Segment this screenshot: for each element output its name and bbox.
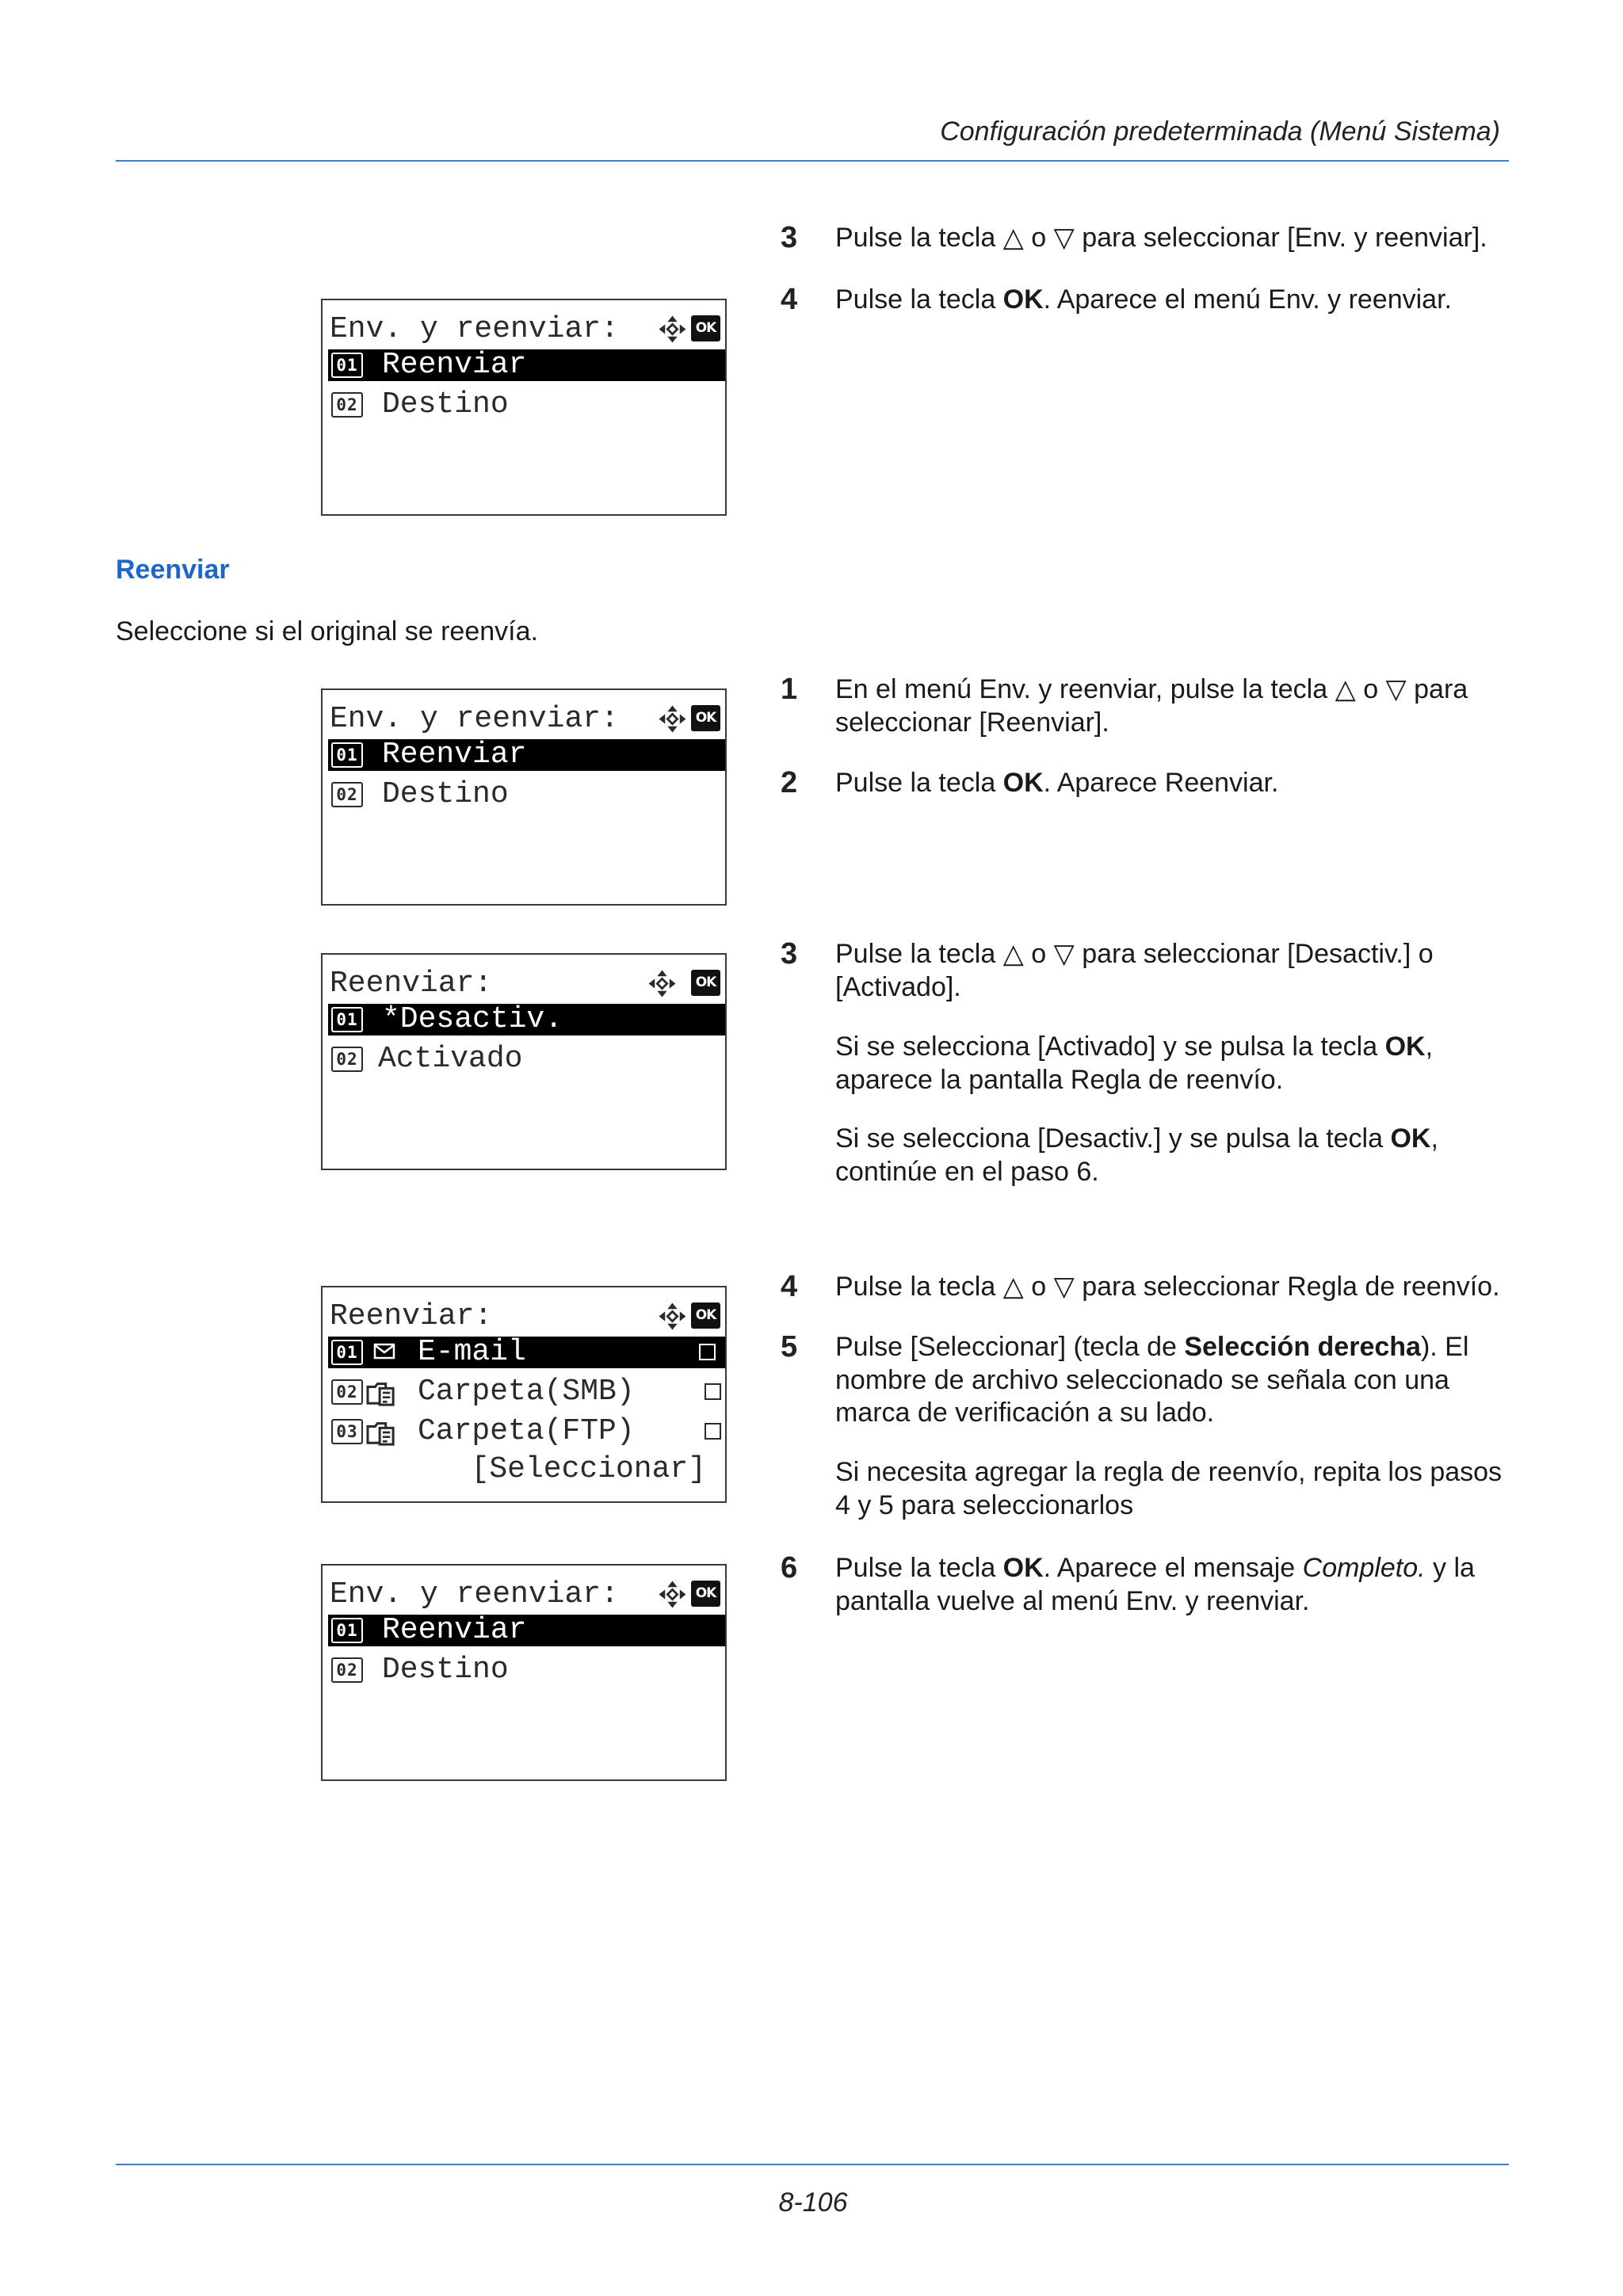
lcd-row-label: Reenviar: [382, 348, 527, 382]
row-number-badge: 03: [331, 1419, 363, 1444]
text-run: Si se selecciona [Desactiv.] y se pulsa la tecla: [835, 1123, 1391, 1154]
lcd-menu-row: [328, 1416, 725, 1447]
lcd-row-label: *Desactiv.: [382, 1002, 563, 1036]
lcd-row-label: E-mail: [418, 1335, 526, 1369]
lcd-screen: [321, 953, 727, 1170]
text-run: nombre de archivo seleccionado se señala con una: [835, 1364, 1449, 1395]
step-text-line: [835, 284, 1452, 317]
lcd-row-label: Carpeta(FTP): [418, 1414, 635, 1448]
note-line: [835, 1123, 1438, 1156]
softkey-select-label: [Seleccionar]: [471, 1452, 706, 1486]
step-note: [835, 1123, 1438, 1188]
row-number-badge: 01: [331, 1340, 363, 1365]
step-note: [835, 1456, 1502, 1522]
lcd-screen: [321, 299, 727, 516]
text-run: . Aparece el mensaje: [1043, 1553, 1303, 1583]
note-line: [835, 1064, 1433, 1097]
text-run: Pulse la tecla: [835, 768, 1003, 798]
row-number-badge: 02: [331, 1379, 363, 1405]
step-number: 6: [781, 1551, 798, 1585]
step-number: 3: [781, 937, 798, 971]
text-run: Si necesita agregar la regla de reenvío, repita los pasos: [835, 1457, 1503, 1487]
running-header: Configuración predeterminada (Menú Sistema): [940, 116, 1500, 147]
lcd-row-label: Destino: [382, 777, 509, 811]
step-text-line: [835, 222, 1487, 255]
lcd-row-label: Destino: [382, 1653, 509, 1687]
text-run: Pulse la tecla △ o ▽ para seleccionar [Env. y reenviar].: [835, 223, 1487, 253]
step-text: [835, 938, 1434, 1004]
row-number-badge: 01: [331, 353, 363, 378]
row-number-badge: 01: [331, 1007, 363, 1032]
message-name-italic: Completo.: [1302, 1553, 1426, 1583]
step-number: 2: [781, 766, 798, 799]
step-text-line: [835, 1271, 1500, 1304]
text-run: continúe en el paso 6.: [835, 1156, 1099, 1187]
row-number-badge: 01: [331, 742, 363, 768]
ok-key-icon: [691, 1581, 720, 1607]
step-text-line: [835, 1397, 1468, 1430]
step-text-line: [835, 938, 1434, 971]
key-name-bold: OK: [1002, 768, 1044, 798]
step-text: [835, 1552, 1475, 1618]
text-run: 4 y 5 para seleccionarlos: [835, 1489, 1134, 1520]
step-text: [835, 673, 1468, 739]
lcd-screen: [321, 1286, 727, 1503]
text-run: . Aparece el menú Env. y reenviar.: [1043, 284, 1452, 315]
lcd-row-label: Carpeta(SMB): [418, 1375, 635, 1409]
note-line: [835, 1456, 1502, 1489]
four-way-arrows-icon: [658, 1580, 687, 1609]
folder-icon: [366, 1379, 396, 1406]
step-text: [835, 284, 1452, 317]
text-run: [Activado].: [835, 971, 961, 1002]
step-text-line: [835, 1552, 1475, 1585]
row-number-badge: 02: [331, 1047, 363, 1072]
row-number-badge: 02: [331, 1657, 363, 1683]
checkbox-icon: [705, 1383, 721, 1400]
text-run: Pulse la tecla △ o ▽ para seleccionar Regla de reenvío.: [835, 1272, 1500, 1302]
ok-key-icon: [691, 315, 720, 341]
lcd-menu-row-selected: [328, 1615, 725, 1646]
lcd-row-label: Destino: [382, 387, 509, 421]
text-run: y la: [1425, 1553, 1475, 1583]
step-text-line: [835, 767, 1278, 800]
key-name-bold: OK: [1384, 1032, 1426, 1062]
note-line: [835, 1156, 1438, 1189]
step-text-line: [835, 1331, 1468, 1364]
text-run: aparece la pantalla Regla de reenvío.: [835, 1064, 1284, 1095]
folder-icon: [366, 1419, 396, 1446]
step-text-line: [835, 707, 1468, 740]
step-text-line: [835, 673, 1468, 707]
ok-key-label: OK: [695, 1307, 716, 1323]
step-text: [835, 767, 1278, 800]
text-run: Pulse la tecla: [835, 1553, 1003, 1583]
ok-key-icon: [691, 1302, 720, 1329]
step-number: 1: [781, 673, 798, 706]
lcd-menu-row-selected: [328, 349, 725, 381]
lcd-menu-row-selected: [328, 1337, 725, 1368]
lcd-screen-title: Reenviar:: [330, 1299, 493, 1333]
step-number: 4: [781, 283, 798, 316]
text-run: En el menú Env. y reenviar, pulse la tecla △ o ▽ para: [835, 674, 1468, 704]
section-intro: Seleccione si el original se reenvía.: [116, 616, 538, 646]
step-number: 5: [781, 1330, 798, 1363]
four-way-arrows-icon: [658, 315, 687, 344]
lcd-menu-row: [328, 1043, 725, 1075]
key-name-bold: OK: [1002, 284, 1044, 315]
lcd-screen-title: Reenviar:: [330, 967, 493, 1001]
text-run: ,: [1430, 1123, 1438, 1154]
ok-key-label: OK: [695, 710, 716, 726]
ok-key-label: OK: [695, 974, 716, 990]
step-text: [835, 1331, 1468, 1430]
four-way-arrows-icon: [658, 1302, 687, 1331]
key-name-bold: OK: [1002, 1553, 1044, 1583]
note-line: [835, 1031, 1433, 1064]
ok-key-icon: [691, 970, 720, 996]
step-text: [835, 1271, 1500, 1304]
lcd-screen-title: Env. y reenviar:: [330, 1577, 619, 1611]
step-text-line: [835, 971, 1434, 1005]
step-number: 3: [781, 221, 798, 254]
lcd-menu-row-selected: [328, 1004, 725, 1035]
key-name-bold: Selección derecha: [1184, 1332, 1421, 1362]
envelope-icon: [373, 1342, 395, 1361]
note-line: [835, 1489, 1502, 1523]
checkbox-icon: [699, 1344, 716, 1360]
lcd-menu-row: [328, 779, 725, 810]
section-heading: Reenviar: [116, 555, 230, 585]
step-text-line: [835, 1364, 1468, 1398]
four-way-arrows-icon: [647, 969, 677, 998]
row-number-badge: 02: [331, 782, 363, 807]
text-run: seleccionar [Reenviar].: [835, 707, 1109, 738]
text-run: ). El: [1420, 1332, 1469, 1362]
ok-key-label: OK: [695, 320, 716, 336]
text-run: Pulse la tecla △ o ▽ para seleccionar [Desactiv.] o: [835, 939, 1434, 969]
ok-key-label: OK: [695, 1585, 716, 1601]
footer-rule: [116, 2164, 1509, 2165]
page-number: 8-106: [778, 2187, 848, 2218]
step-text-line: [835, 1585, 1475, 1619]
step-note: [835, 1031, 1433, 1097]
text-run: Pulse la tecla: [835, 284, 1003, 315]
four-way-arrows-icon: [658, 704, 687, 734]
lcd-menu-row: [328, 1654, 725, 1686]
step-text: [835, 222, 1487, 255]
text-run: . Aparece Reenviar.: [1043, 768, 1279, 798]
text-run: Pulse [Seleccionar] (tecla de: [835, 1332, 1185, 1362]
lcd-screen-title: Env. y reenviar:: [330, 702, 619, 736]
key-name-bold: OK: [1390, 1123, 1431, 1154]
lcd-row-label: Reenviar: [382, 1613, 527, 1647]
lcd-menu-row: [328, 1376, 725, 1408]
text-run: marca de verificación a su lado.: [835, 1398, 1215, 1428]
lcd-screen: [321, 688, 727, 906]
text-run: pantalla vuelve al menú Env. y reenviar.: [835, 1585, 1310, 1616]
row-number-badge: 01: [331, 1618, 363, 1643]
text-run: ,: [1425, 1032, 1434, 1062]
lcd-menu-row: [328, 389, 725, 421]
lcd-menu-row-selected: [328, 739, 725, 771]
checkbox-icon: [705, 1423, 721, 1440]
lcd-row-label: Activado: [378, 1042, 523, 1076]
ok-key-icon: [691, 705, 720, 731]
step-number: 4: [781, 1270, 798, 1303]
lcd-screen: [321, 1564, 727, 1781]
row-number-badge: 02: [331, 392, 363, 418]
text-run: Si se selecciona [Activado] y se pulsa la tecla: [835, 1032, 1385, 1062]
lcd-screen-title: Env. y reenviar:: [330, 312, 619, 346]
lcd-row-label: Reenviar: [382, 738, 527, 772]
header-rule: [116, 160, 1509, 162]
